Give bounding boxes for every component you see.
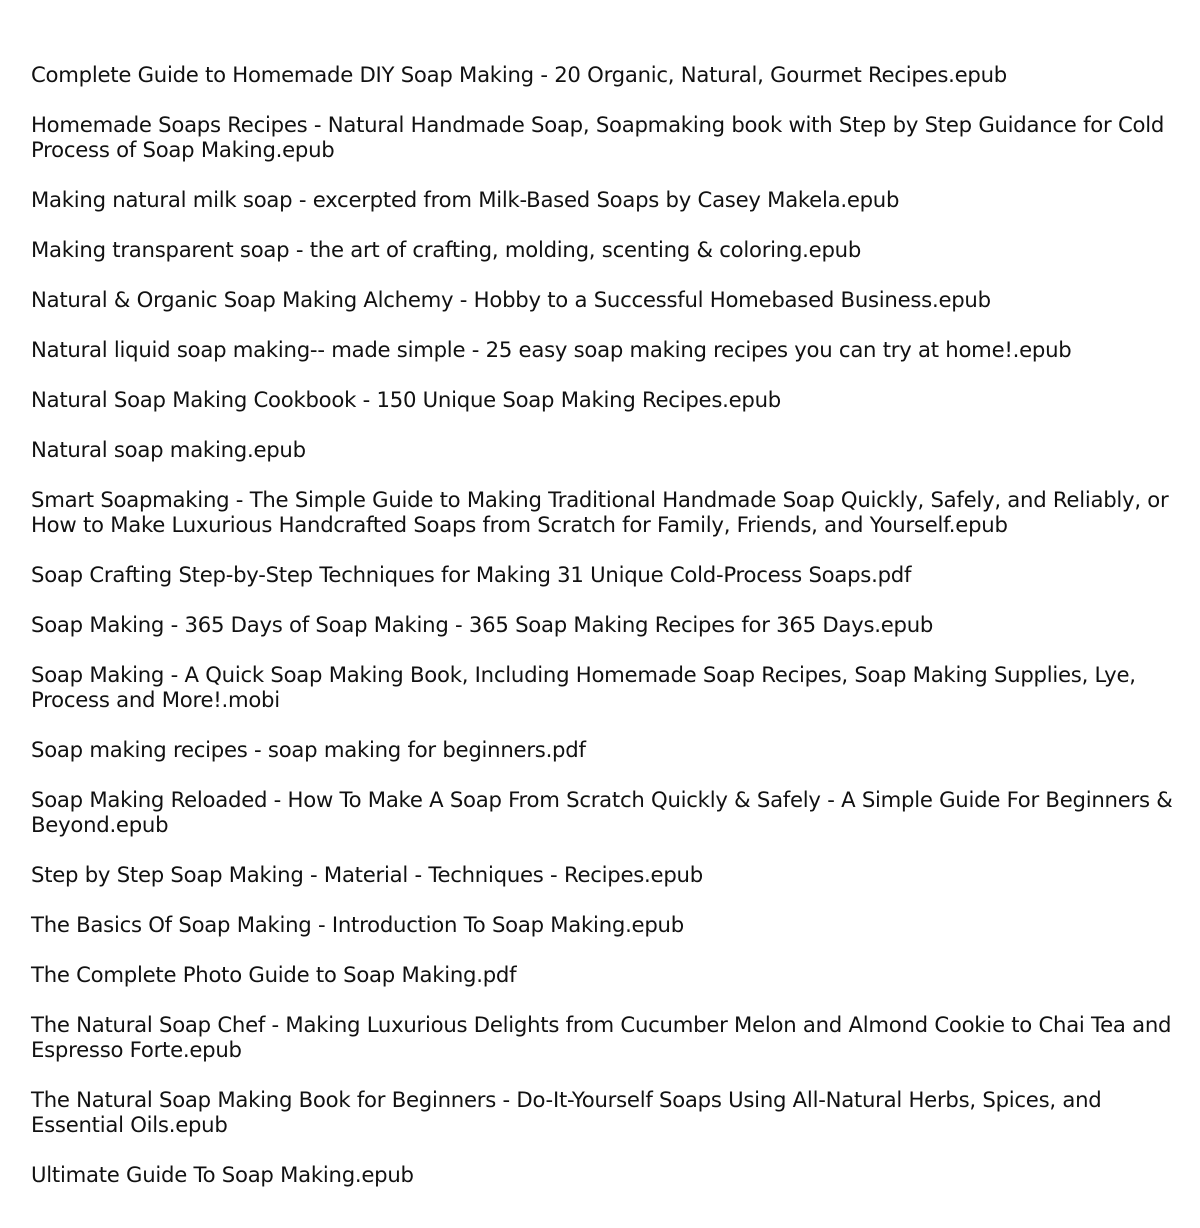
- file-entry: Soap making recipes - soap making for beginners.pdf: [31, 737, 586, 762]
- file-entry: Homemade Soaps Recipes - Natural Handmade Soap, Soapmaking book with Step by Step Guidance for Cold Process of Soap Making.epub: [31, 112, 1165, 162]
- file-entry: Step by Step Soap Making - Material - Techniques - Recipes.epub: [31, 862, 703, 887]
- file-entry: Making transparent soap - the art of crafting, molding, scenting & coloring.epub: [31, 237, 862, 262]
- file-entry: Natural soap making.epub: [31, 437, 306, 462]
- file-entry: Soap Crafting Step-by-Step Techniques for Making 31 Unique Cold-Process Soaps.pdf: [31, 562, 912, 587]
- file-entry: Smart Soapmaking - The Simple Guide to Making Traditional Handmade Soap Quickly, Safely, and Reliably, or How to Make Luxurious Handcrafted Soaps from Scratch for Family, Friends, and Yourself.epub: [31, 487, 1169, 537]
- file-entry: Soap Making Reloaded - How To Make A Soap From Scratch Quickly & Safely - A Simple Guide For Beginners & Beyond.epub: [31, 787, 1173, 837]
- file-entry: The Basics Of Soap Making - Introduction To Soap Making.epub: [31, 912, 684, 937]
- file-entry: Making natural milk soap - excerpted from Milk-Based Soaps by Casey Makela.epub: [31, 187, 900, 212]
- file-list: [31, 62, 1176, 1187]
- file-entry: Natural Soap Making Cookbook - 150 Unique Soap Making Recipes.epub: [31, 387, 781, 412]
- file-entry: The Natural Soap Making Book for Beginners - Do-It-Yourself Soaps Using All-Natural Herbs, Spices, and Essential Oils.epub: [31, 1087, 1102, 1137]
- file-entry: Complete Guide to Homemade DIY Soap Making - 20 Organic, Natural, Gourmet Recipes.epub: [31, 62, 1007, 87]
- file-entry: Soap Making - A Quick Soap Making Book, Including Homemade Soap Recipes, Soap Making Supplies, Lye, Process and More!.mobi: [31, 662, 1136, 712]
- file-entry: The Complete Photo Guide to Soap Making.pdf: [31, 962, 517, 987]
- document-page: [31, 62, 1176, 1212]
- file-entry: Soap Making - 365 Days of Soap Making - 365 Soap Making Recipes for 365 Days.epub: [31, 612, 934, 637]
- file-entry: Ultimate Guide To Soap Making.epub: [31, 1162, 414, 1187]
- file-entry: The Natural Soap Chef - Making Luxurious Delights from Cucumber Melon and Almond Cookie to Chai Tea and Espresso Forte.epub: [31, 1012, 1172, 1062]
- file-entry: Natural liquid soap making-- made simple - 25 easy soap making recipes you can try at home!.epub: [31, 337, 1072, 362]
- file-entry: Natural & Organic Soap Making Alchemy - Hobby to a Successful Homebased Business.epub: [31, 287, 991, 312]
